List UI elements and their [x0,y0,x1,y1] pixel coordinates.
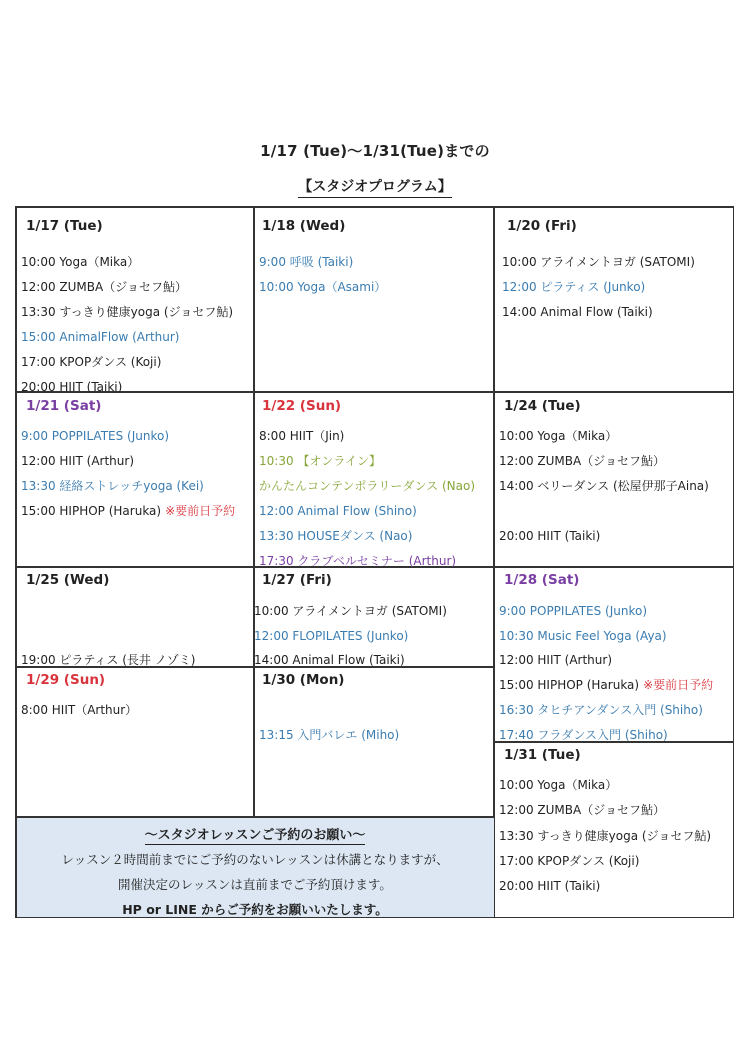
day-date: 1/30 (Mon) [262,672,345,688]
day-date: 1/29 (Sun) [26,672,106,688]
lesson-item [499,454,665,468]
lesson-item [499,703,703,717]
reservation-required-note: ※要前日予約 [165,504,236,518]
lesson-item [499,803,665,817]
lesson-text: 17:00 KPOPダンス (Koji) [21,355,162,369]
lesson-item [499,653,612,667]
lesson-text: 15:00 AnimalFlow (Arthur) [21,330,180,344]
grid-col-divider-2 [493,206,495,918]
reservation-notice [17,818,494,917]
lesson-item [254,653,405,667]
lesson-item [21,454,134,468]
lesson-text: 9:00 POPPILATES (Junko) [499,604,648,618]
lesson-text: 8:00 HIIT（Arthur） [21,703,138,717]
grid-col-divider-1 [253,206,255,817]
lesson-text: 10:00 Yoga（Mika） [499,429,618,443]
lesson-text: 10:30 【オンライン】 [259,454,382,468]
reservation-required-note: ※要前日予約 [643,678,714,692]
lesson-text: かんたんコンテンポラリーダンス (Nao) [259,479,476,493]
lesson-item [21,703,137,717]
lesson-text: 15:00 HIPHOP (Haruka) [499,678,640,692]
lesson-item [21,653,195,667]
lesson-text: 17:40 フラダンス入門 (Shiho) [499,728,668,742]
lesson-text: 8:00 HIIT（Jin) [259,429,345,443]
notice-line-3: HP or LINE からご予約をお願いいたします。 [122,901,388,917]
lesson-item [499,678,713,692]
lesson-text: 13:30 経絡ストレッチyoga (Kei) [21,479,204,493]
lesson-item [21,255,139,269]
lesson-item [499,479,709,493]
day-date: 1/31 (Tue) [504,747,581,763]
lesson-item [259,429,344,443]
lesson-item [259,529,412,543]
lesson-text: 14:00 Animal Flow (Taiki) [502,305,653,319]
lesson-item [21,380,122,394]
grid-border-bottom-right [493,917,734,919]
lesson-item [499,829,711,843]
lesson-item [259,280,386,294]
grid-border-left [15,206,17,918]
lesson-text: 13:15 入門バレエ (Miho) [259,728,400,742]
subtitle-text: 【スタジオプログラム】 [298,179,451,198]
notice-line-2: 開催決定のレッスンは直前までご予約頂けます。 [118,876,392,892]
lesson-text: 12:00 ZUMBA（ジョセフ鮎） [21,280,187,294]
lesson-item [21,280,187,294]
lesson-item [502,255,695,269]
lesson-text: 9:00 POPPILATES (Junko) [21,429,170,443]
day-date: 1/24 (Tue) [504,398,581,414]
lesson-item [21,305,233,319]
lesson-text: 12:00 HIIT (Arthur) [21,454,134,468]
lesson-text: 14:00 Animal Flow (Taiki) [254,653,405,667]
lesson-item [259,255,353,269]
notice-title-text: 〜スタジオレッスンご予約のお願い〜 [144,827,366,843]
lesson-item [499,728,668,742]
lesson-text: 10:30 Music Feel Yoga (Aya) [499,629,667,643]
lesson-item [499,429,617,443]
day-date: 1/21 (Sat) [26,398,102,414]
lesson-text: 15:00 HIPHOP (Haruka) [21,504,162,518]
lesson-item [499,629,667,643]
lesson-text: 14:00 ベリーダンス (松屋伊那子Aina) [499,479,709,493]
lesson-item [21,504,235,518]
lesson-item [259,554,456,568]
day-date: 1/17 (Tue) [26,218,103,234]
day-date: 1/22 (Sun) [262,398,342,414]
lesson-text: 9:00 呼吸 (Taiki) [259,255,354,269]
lesson-text: 16:30 タヒチアンダンス入門 (Shiho) [499,703,703,717]
lesson-text: 20:00 HIIT (Taiki) [21,380,123,394]
lesson-item [499,854,639,868]
lesson-item [259,479,475,493]
notice-line-1: レッスン２時間前までにご予約のないレッスンは休講となりますが、 [61,851,449,867]
lesson-text: 10:00 Yoga（Mika） [21,255,140,269]
lesson-text: 19:00 ピラティス (長井 ノゾミ) [21,653,196,667]
grid-row-divider-1 [15,391,734,393]
lesson-text: 10:00 Yoga（Mika） [499,778,618,792]
lesson-text: 10:00 Yoga（Asami） [259,280,387,294]
day-date: 1/18 (Wed) [262,218,346,234]
lesson-text: 17:30 クラブベルセミナー (Arthur) [259,554,457,568]
lesson-text: 12:00 ZUMBA（ジョセフ鮎） [499,454,665,468]
lesson-text: 13:30 すっきり健康yoga (ジョセフ鮎) [499,829,712,843]
schedule-subtitle [0,176,750,196]
notice-title [17,824,494,843]
grid-border-top [15,206,734,208]
schedule-title: 1/17 (Tue)〜1/31(Tue)までの [260,142,490,160]
lesson-text: 20:00 HIIT (Taiki) [499,529,601,543]
lesson-item [21,330,179,344]
lesson-item [259,728,399,742]
lesson-item [499,529,600,543]
day-date: 1/27 (Fri) [262,572,332,588]
lesson-item [254,629,408,643]
lesson-text: 10:00 アライメントヨガ (SATOMI) [254,604,447,618]
lesson-text: 12:00 ZUMBA（ジョセフ鮎） [499,803,665,817]
day-date: 1/20 (Fri) [507,218,577,234]
lesson-text: 20:00 HIIT (Taiki) [499,879,601,893]
lesson-item [499,879,600,893]
lesson-item [254,604,447,618]
day-date: 1/28 (Sat) [504,572,580,588]
lesson-item [499,604,647,618]
lesson-item [21,355,161,369]
lesson-text: 12:00 FLOPILATES (Junko) [254,629,409,643]
lesson-text: 13:30 HOUSEダンス (Nao) [259,529,413,543]
lesson-text: 12:00 ピラティス (Junko) [502,280,646,294]
lesson-text: 17:00 KPOPダンス (Koji) [499,854,640,868]
lesson-text: 12:00 HIIT (Arthur) [499,653,612,667]
lesson-item [502,280,645,294]
schedule-grid [15,206,734,918]
lesson-item [259,504,417,518]
grid-border-right [733,206,735,918]
lesson-item [499,778,617,792]
lesson-text: 12:00 Animal Flow (Shino) [259,504,417,518]
lesson-item [21,479,204,493]
lesson-text: 10:00 アライメントヨガ (SATOMI) [502,255,695,269]
day-date: 1/25 (Wed) [26,572,110,588]
lesson-text: 13:30 すっきり健康yoga (ジョセフ鮎) [21,305,234,319]
lesson-item [502,305,653,319]
lesson-item [21,429,169,443]
lesson-item [259,454,381,468]
